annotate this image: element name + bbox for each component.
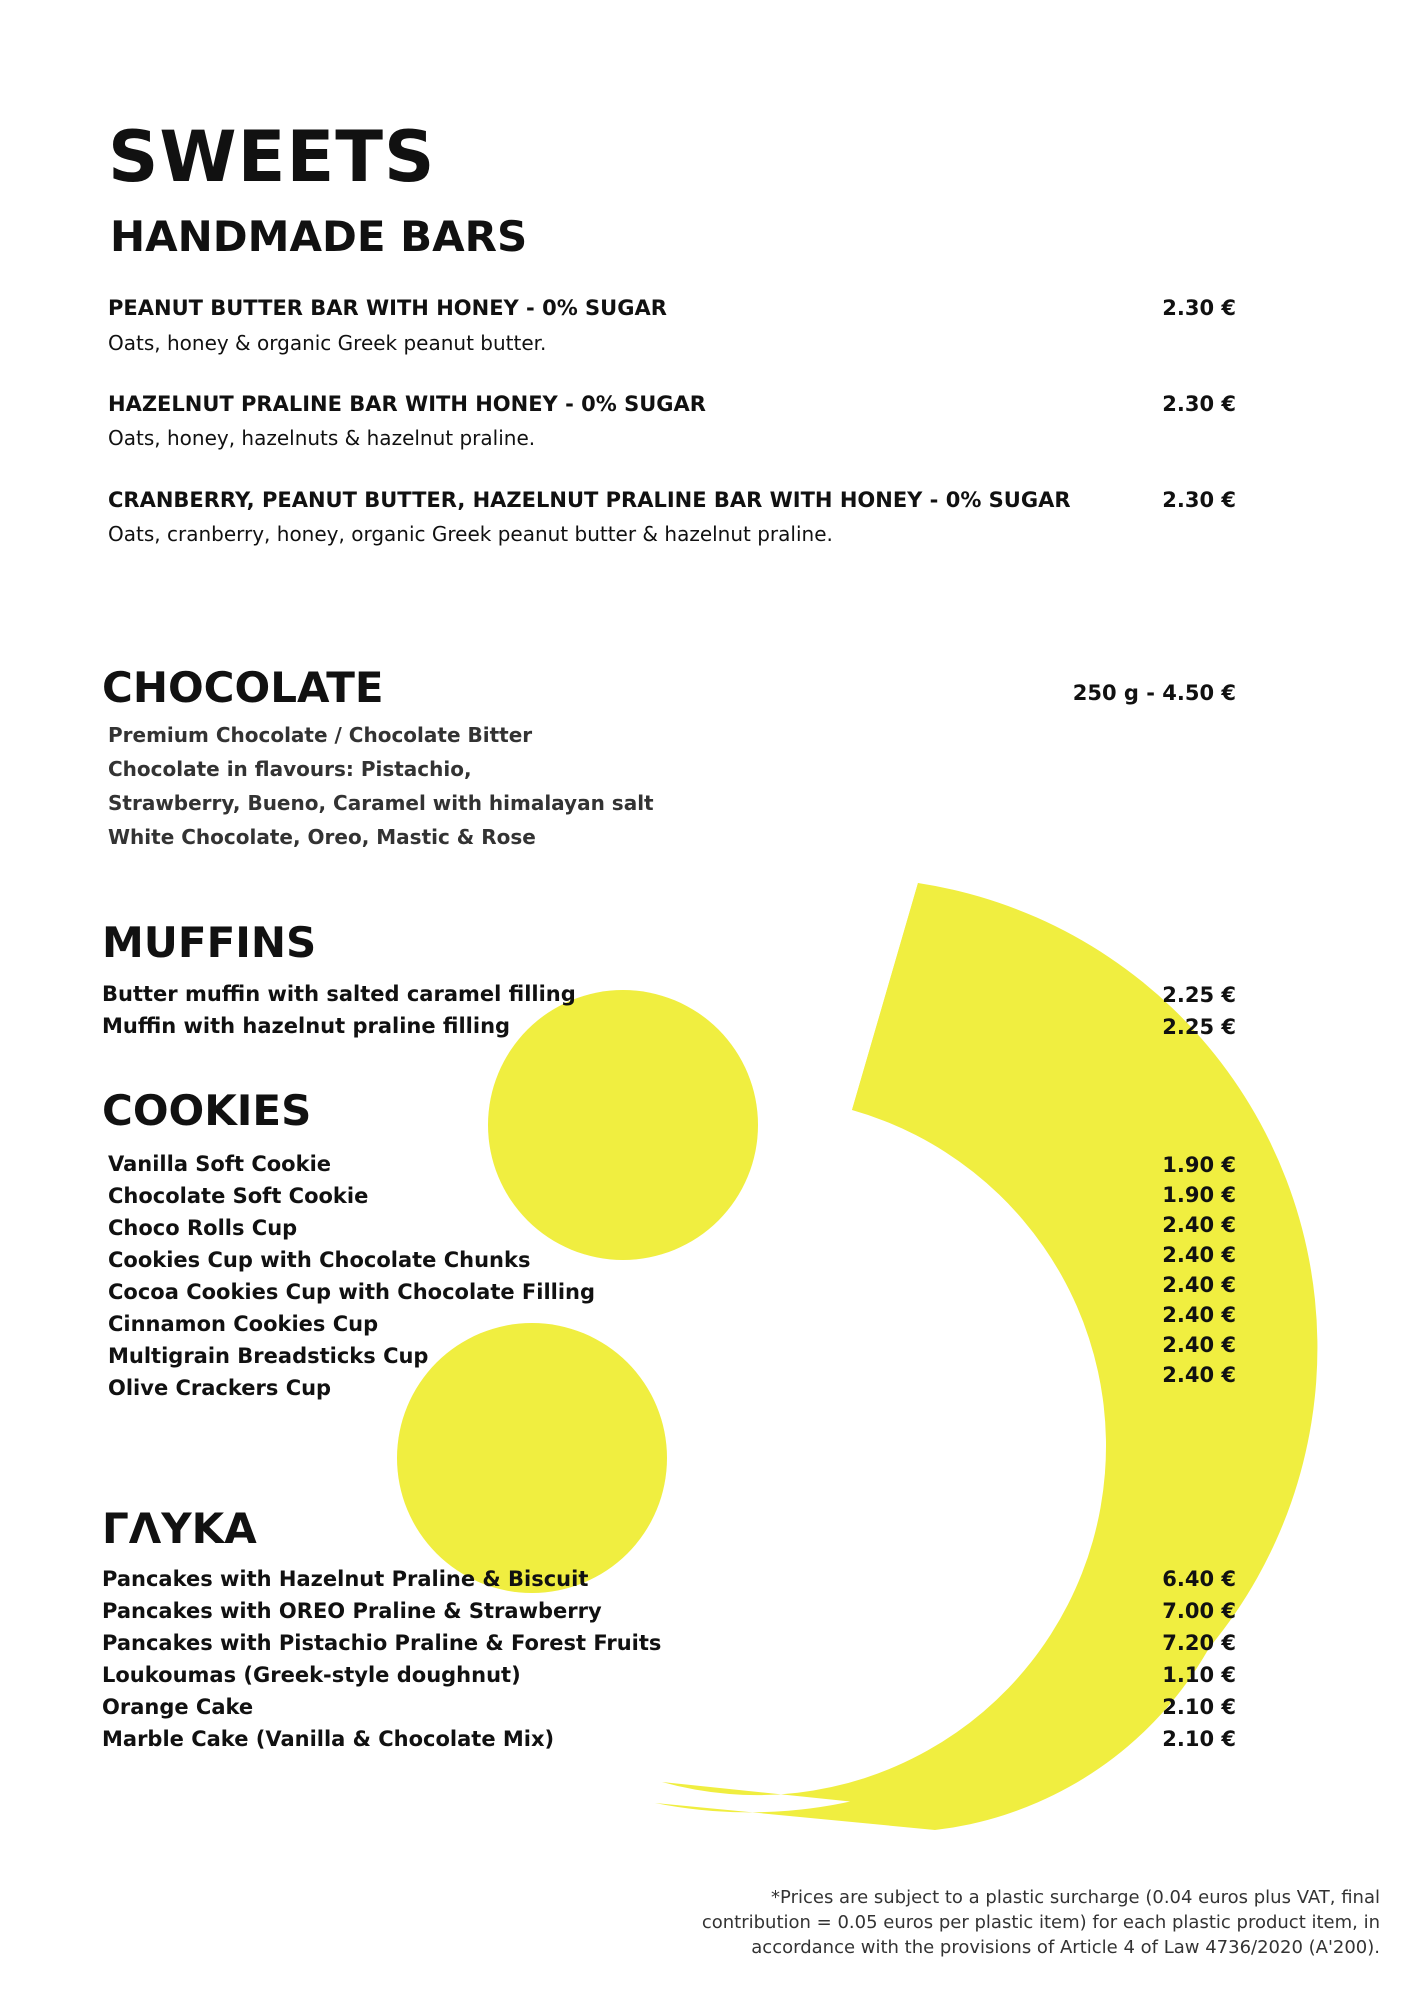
menu-item-name: Choco Rolls Cup xyxy=(108,1216,298,1240)
menu-item-price: 2.40 € xyxy=(1162,1333,1236,1357)
menu-item-name: Orange Cake xyxy=(102,1695,254,1719)
section-title-muffins: MUFFINS xyxy=(102,918,317,967)
page-title: SWEETS xyxy=(108,116,436,198)
menu-item-name: Vanilla Soft Cookie xyxy=(108,1152,332,1176)
menu-item-name: Loukoumas (Greek-style doughnut) xyxy=(102,1663,521,1687)
menu-item-price: 1.90 € xyxy=(1162,1153,1236,1177)
menu-item-name: Muffin with hazelnut praline filling xyxy=(102,1014,511,1038)
section-title-glyka: ΓΛΥΚΑ xyxy=(102,1504,257,1553)
chocolate-flavours-list xyxy=(108,718,654,854)
menu-item-name: Pancakes with OREO Praline & Strawberry xyxy=(102,1599,602,1623)
menu-item-price: 2.40 € xyxy=(1162,1273,1236,1297)
chocolate-line: Premium Chocolate / Chocolate Bitter xyxy=(108,723,533,747)
menu-item-price: 2.10 € xyxy=(1162,1695,1236,1719)
bar-item-name: HAZELNUT PRALINE BAR WITH HONEY - 0% SUGAR xyxy=(108,392,706,416)
chocolate-line: Strawberry, Bueno, Caramel with himalayan salt xyxy=(108,791,654,815)
menu-item-name: Marble Cake (Vanilla & Chocolate Mix) xyxy=(102,1727,555,1751)
chocolate-line: Chocolate in flavours: Pistachio, xyxy=(108,757,472,781)
menu-item-name: Butter muffin with salted caramel filling xyxy=(102,982,576,1006)
menu-item-price: 2.40 € xyxy=(1162,1213,1236,1237)
bar-item-description: Oats, honey, hazelnuts & hazelnut praline. xyxy=(108,426,536,450)
bar-item-price: 2.30 € xyxy=(1162,488,1236,512)
muffins-prices xyxy=(1162,979,1236,1043)
bar-item-name: PEANUT BUTTER BAR WITH HONEY - 0% SUGAR xyxy=(108,296,667,320)
menu-item-name: Pancakes with Hazelnut Praline & Biscuit xyxy=(102,1567,589,1591)
footnote-line: contribution = 0.05 euros per plastic item) for each plastic product item, in xyxy=(701,1912,1380,1933)
section-title-cookies: COOKIES xyxy=(102,1086,312,1135)
menu-item-name: Chocolate Soft Cookie xyxy=(108,1184,369,1208)
chocolate-price: 250 g - 4.50 € xyxy=(1072,681,1236,705)
menu-item-price: 2.25 € xyxy=(1162,1015,1236,1039)
menu-item-price: 2.25 € xyxy=(1162,983,1236,1007)
glyka-list xyxy=(102,1563,661,1755)
chocolate-line: White Chocolate, Oreo, Mastic & Rose xyxy=(108,825,536,849)
bar-item-description: Oats, honey & organic Greek peanut butter. xyxy=(108,331,547,355)
menu-item-price: 7.00 € xyxy=(1162,1599,1236,1623)
menu-item-price: 1.90 € xyxy=(1162,1183,1236,1207)
footnote-line: *Prices are subject to a plastic surcharge (0.04 euros plus VAT, final xyxy=(771,1887,1380,1908)
menu-item-price: 7.20 € xyxy=(1162,1631,1236,1655)
bar-item-price: 2.30 € xyxy=(1162,296,1236,320)
glyka-prices xyxy=(1162,1563,1236,1755)
menu-item-name: Cookies Cup with Chocolate Chunks xyxy=(108,1248,531,1272)
menu-item-price: 2.40 € xyxy=(1162,1363,1236,1387)
menu-item-price: 2.40 € xyxy=(1162,1303,1236,1327)
menu-item-name: Olive Crackers Cup xyxy=(108,1376,332,1400)
muffins-list xyxy=(102,978,576,1042)
cookies-prices xyxy=(1162,1150,1236,1390)
menu-item-price: 6.40 € xyxy=(1162,1567,1236,1591)
cookies-list xyxy=(108,1148,595,1404)
footnote-line: accordance with the provisions of Article 4 of Law 4736/2020 (A'200). xyxy=(751,1937,1380,1958)
menu-item-name: Cinnamon Cookies Cup xyxy=(108,1312,379,1336)
plastic-surcharge-footnote xyxy=(702,1885,1380,1960)
section-title-handmade-bars: HANDMADE BARS xyxy=(110,212,528,261)
menu-item-name: Cocoa Cookies Cup with Chocolate Filling xyxy=(108,1280,596,1304)
bar-item-description: Oats, cranberry, honey, organic Greek peanut butter & hazelnut praline. xyxy=(108,522,833,546)
menu-item-price: 2.10 € xyxy=(1162,1727,1236,1751)
menu-item-name: Multigrain Breadsticks Cup xyxy=(108,1344,429,1368)
bar-item-name: CRANBERRY, PEANUT BUTTER, HAZELNUT PRALINE BAR WITH HONEY - 0% SUGAR xyxy=(108,488,1071,512)
menu-item-price: 1.10 € xyxy=(1162,1663,1236,1687)
menu-item-price: 2.40 € xyxy=(1162,1243,1236,1267)
section-title-chocolate: CHOCOLATE xyxy=(102,663,384,712)
menu-item-name: Pancakes with Pistachio Praline & Forest Fruits xyxy=(102,1631,662,1655)
bar-item-price: 2.30 € xyxy=(1162,392,1236,416)
